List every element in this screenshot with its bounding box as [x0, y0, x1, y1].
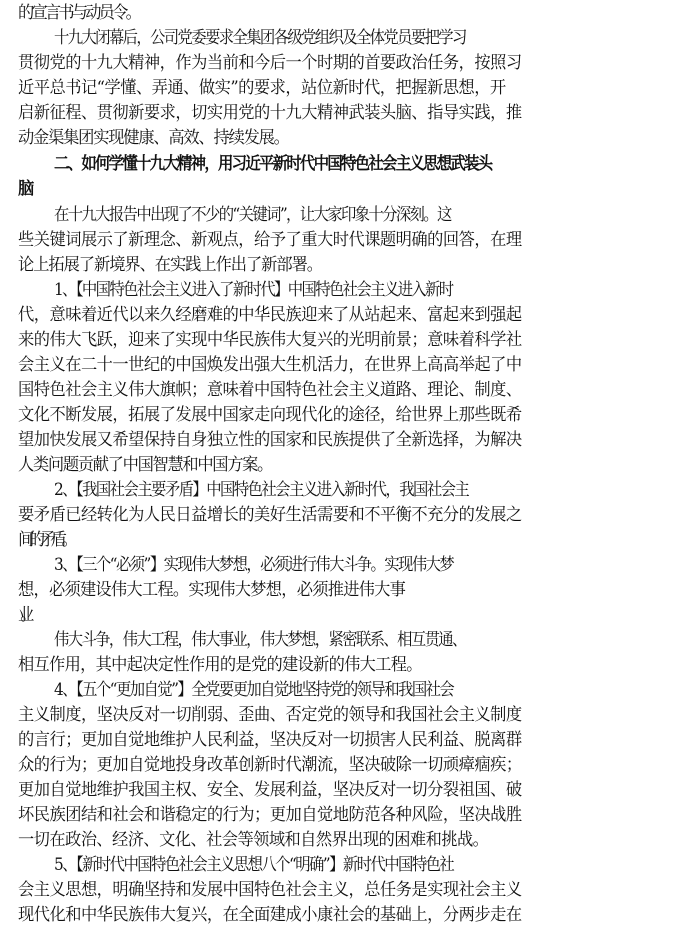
text-line: 3、【三个“必须”】实现伟大梦想，必须进行伟大斗争。实现伟大梦: [54, 555, 454, 575]
text-line: 业。: [18, 605, 23, 625]
text-line: 的言行；更加自觉地维护人民利益，坚决反对一切损害人民利益、脱离群: [18, 730, 522, 750]
text-line: 的宣言书与动员令。: [18, 3, 140, 23]
text-line: 间的矛盾。: [18, 530, 73, 550]
text-line: 近平总书记“学懂、弄通、做实”的要求，站位新时代，把握新思想，开: [18, 78, 506, 98]
text-line: 2、【我国社会主要矛盾】中国特色社会主义进入新时代，我国社会主: [54, 480, 469, 500]
text-line: 启新征程、贯彻新要求，切实用党的十九大精神武装头脑、指导实践，推: [18, 103, 522, 123]
text-line: 5、【新时代中国特色社会主义思想八个“明确”】新时代中国特色社: [54, 855, 454, 875]
text-line: 会主义在二十一世纪的中国焕发出强大生机活力，在世界上高高举起了中: [18, 355, 522, 375]
text-line: 更加自觉地维护我国主权、安全、发展利益，坚决反对一切分裂祖国、破: [18, 780, 522, 800]
text-line: 动金渠集团实现健康、高效、持续发展。: [18, 128, 289, 148]
text-line: 相互作用，其中起决定性作用的是党的建设新的伟大工程。: [18, 655, 422, 675]
text-line: 来的伟大飞跃，迎来了实现中华民族伟大复兴的光明前景；意味着科学社: [18, 330, 522, 350]
text-line: 众的行为；更加自觉地投身改革创新时代潮流，坚决破除一切顽瘴痼疾；: [18, 755, 522, 775]
text-line: 人类问题贡献了中国智慧和中国方案。: [18, 455, 273, 475]
text-line: 论上拓展了新境界、在实践上作出了新部署。: [18, 255, 322, 275]
text-line: 一切在政治、经济、文化、社会等领域和自然界出现的困难和挑战。: [18, 830, 489, 850]
text-line: 代，意味着近代以来久经磨难的中华民族迎来了从站起来、富起来到强起: [18, 305, 522, 325]
text-line: 1、【中国特色社会主义进入了新时代】中国特色社会主义进入新时: [54, 280, 453, 300]
section-heading: 二、如何学懂十九大精神，用习近平新时代中国特色社会主义思想武装头: [54, 154, 492, 174]
text-line: 望加快发展又希望保持自身独立性的国家和民族提供了全新选择，为解决: [18, 430, 522, 450]
text-line: 些关键词展示了新理念、新观点，给予了重大时代课题明确的回答，在理: [18, 230, 522, 250]
text-line: 伟大斗争，伟大工程，伟大事业，伟大梦想，紧密联系、相互贯通、: [54, 630, 466, 650]
section-heading: [18, 176, 668, 202]
text-line: 在十九大报告中出现了不少的“关键词”，让大家印象十分深刻。这: [54, 205, 451, 225]
text-line: 现代化和中华民族伟大复兴，在全面建成小康社会的基础上，分两步走在: [18, 905, 522, 925]
text-line: 想，必须建设伟大工程。实现伟大梦想，必须推进伟大事: [18, 580, 406, 600]
text-line: 4、【五个“更加自觉”】全党要更加自觉地坚持党的领导和我国社会: [54, 680, 454, 700]
text-line: 坏民族团结和社会和谐稳定的行为；更加自觉地防范各种风险，坚决战胜: [18, 805, 522, 825]
text-line: 会主义思想，明确坚持和发展中国特色社会主义，总任务是实现社会主义: [18, 880, 522, 900]
text-line: 文化不断发展，拓展了发展中国家走向现代化的途径，给世界上那些既希: [18, 405, 522, 425]
text-line: 要矛盾已经转化为人民日益增长的美好生活需要和不平衡不充分的发展之: [18, 505, 522, 525]
text-line: 贯彻党的十九大精神，作为当前和今后一个时期的首要政治任务，按照习: [18, 53, 522, 73]
text-line: 国特色社会主义伟大旗帜；意味着中国特色社会主义道路、理论、制度、: [18, 380, 522, 400]
text-line: 主义制度，坚决反对一切削弱、歪曲、否定党的领导和我国社会主义制度: [18, 705, 522, 725]
text-line: 十九大闭幕后，公司党委要求全集团各级党组织及全体党员要把学习: [54, 28, 466, 48]
